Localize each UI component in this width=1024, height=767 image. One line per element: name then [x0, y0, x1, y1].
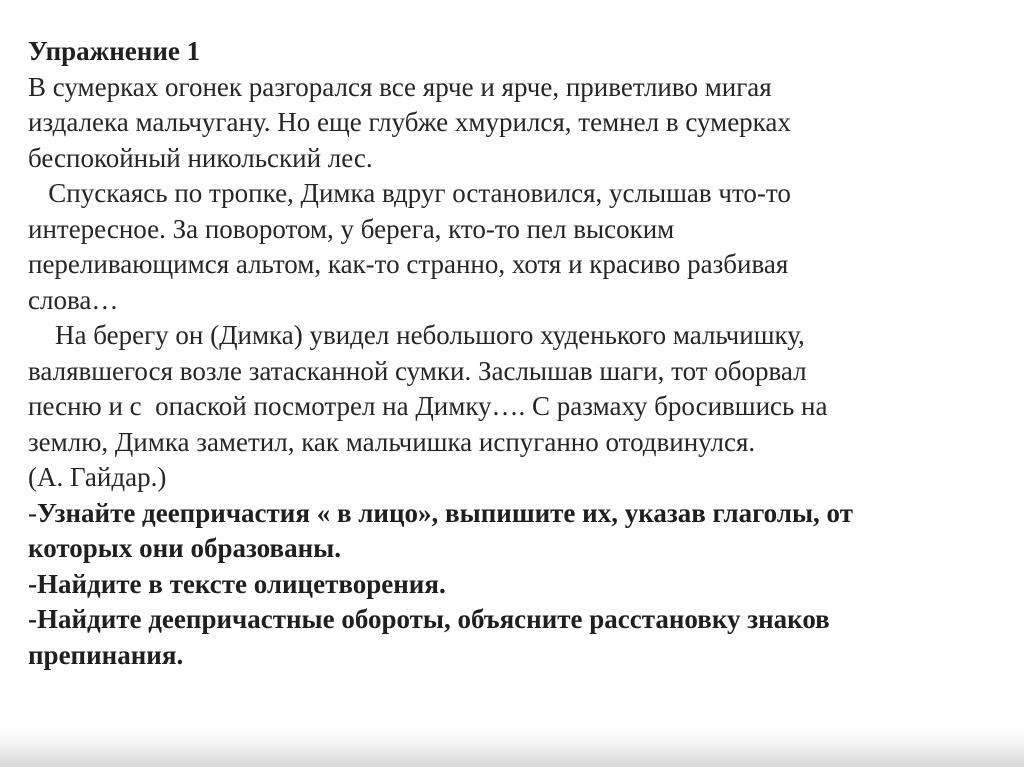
paragraph-3-line-1: На берегу он (Димка) увидел небольшого худенького мальчишку,	[28, 320, 805, 350]
slide-bottom-shadow	[0, 743, 1024, 767]
paragraph-3-line-4: землю, Димка заметил, как мальчишка испуганно отодвинулся.	[28, 426, 756, 457]
task-1-line-2: которых они образованы.	[28, 533, 341, 563]
paragraph-3-line-3: песню и с опаской посмотрел на Димку…. С размаху бросившись на	[28, 391, 828, 421]
task-1-dash: -	[28, 497, 37, 528]
task-3-line-2: препинания.	[28, 639, 184, 670]
paragraph-1-line-3: беспокойный никольский лес.	[28, 142, 373, 173]
paragraph-2-line-4: слова…	[28, 284, 119, 315]
task-1-line-1	[28, 496, 1003, 532]
author-attribution: (А. Гайдар.)	[28, 462, 167, 492]
exercise-text	[28, 34, 1003, 673]
paragraph-1-line-2: издалека мальчугану. Но еще глубже хмурился, темнел в сумерках	[28, 107, 791, 137]
paragraph-2-line-2: интересное. За поворотом, у берега, кто-то пел высоким	[28, 213, 675, 244]
paragraph-1-line-1: В сумерках огонек разгорался все ярче и ярче, приветливо мигая	[28, 71, 772, 102]
paragraph-3-line-2: валявшегося возле затасканной сумки. Заслышав шаги, тот оборвал	[28, 355, 807, 386]
exercise-title: Упражнение 1	[28, 36, 201, 66]
task-1-text: Узнайте деепричастия « в лицо», выпишите их, указав глаголы, от	[37, 497, 853, 528]
paragraph-2-line-3: переливающимся альтом, как-то странно, хотя и красиво разбивая	[28, 249, 789, 279]
task-3-line-1: -Найдите деепричастные обороты, объясните расстановку знаков	[28, 604, 830, 634]
paragraph-2-line-1: Спускаясь по тропке, Димка вдруг остановился, услышав что-то	[28, 178, 791, 208]
task-2: -Найдите в тексте олицетворения.	[28, 568, 446, 599]
